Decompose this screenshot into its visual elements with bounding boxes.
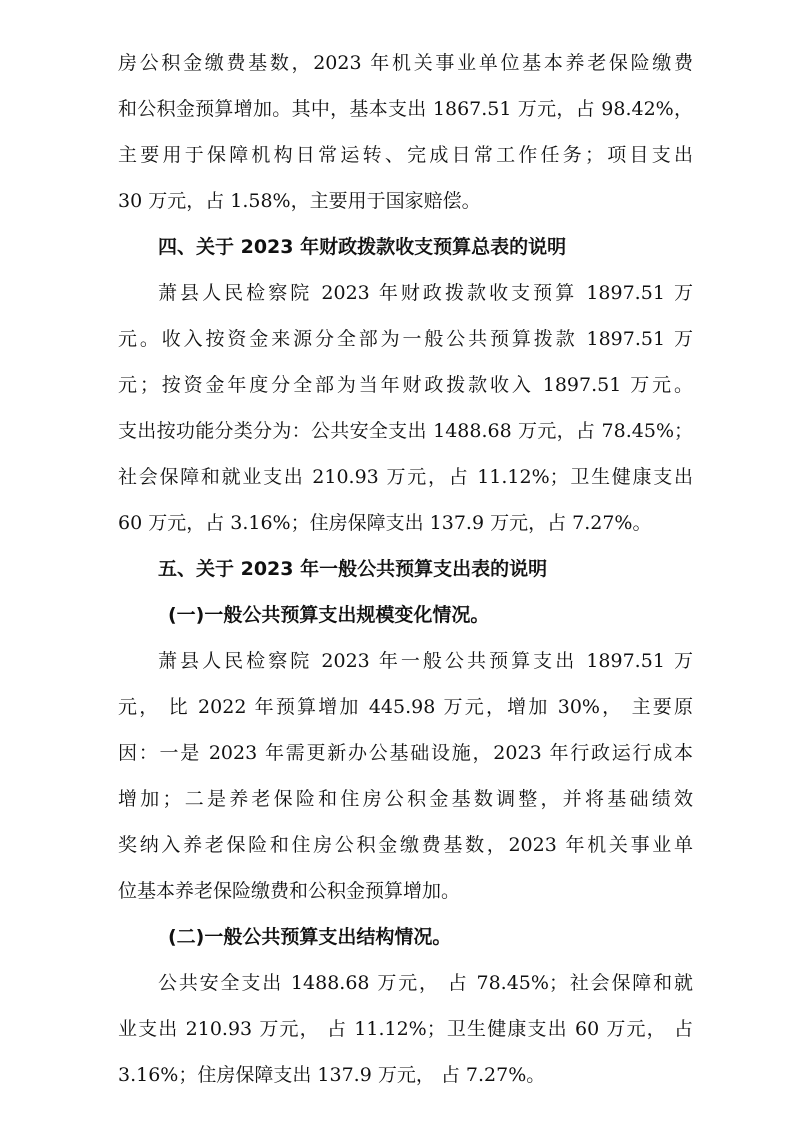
paragraph-line: 房公积金缴费基数，2023 年机关事业单位基本养老保险缴费 — [118, 52, 693, 74]
paragraph-line: 元， 比 2022 年预算增加 445.98 万元，增加 30%， 主要原 — [118, 696, 693, 718]
section-heading-5: 五、关于 2023 年一般公共预算支出表的说明 — [158, 558, 548, 580]
paragraph-line: 元；按资金年度分全部为当年财政拨款收入 1897.51 万元。 — [118, 374, 693, 396]
paragraph-line: 增加；二是养老保险和住房公积金基数调整，并将基础绩效 — [118, 788, 693, 810]
paragraph-line: 奖纳入养老保险和住房公积金缴费基数，2023 年机关事业单 — [118, 834, 693, 856]
paragraph-line: 公共安全支出 1488.68 万元， 占 78.45%；社会保障和就 — [158, 972, 693, 994]
paragraph-line: 业支出 210.93 万元， 占 11.12%；卫生健康支出 60 万元， 占 — [118, 1018, 693, 1040]
paragraph-line: 位基本养老保险缴费和公积金预算增加。 — [118, 880, 461, 902]
paragraph-line: 3.16%；住房保障支出 137.9 万元， 占 7.27%。 — [118, 1064, 546, 1086]
paragraph-line: 主要用于保障机构日常运转、完成日常工作任务；项目支出 — [118, 144, 693, 166]
paragraph-line: 萧县人民检察院 2023 年财政拨款收支预算 1897.51 万 — [158, 282, 693, 304]
section-heading-4: 四、关于 2023 年财政拨款收支预算总表的说明 — [158, 236, 567, 258]
paragraph-line: 萧县人民检察院 2023 年一般公共预算支出 1897.51 万 — [158, 650, 693, 672]
paragraph-line: 30 万元，占 1.58%，主要用于国家赔偿。 — [118, 190, 481, 212]
paragraph-line: 元。收入按资金来源分全部为一般公共预算拨款 1897.51 万 — [118, 328, 693, 350]
paragraph-line: 60 万元，占 3.16%；住房保障支出 137.9 万元，占 7.27%。 — [118, 512, 652, 534]
paragraph-line: 支出按功能分类分为：公共安全支出 1488.68 万元，占 78.45%； — [118, 420, 693, 442]
paragraph-line: 社会保障和就业支出 210.93 万元，占 11.12%；卫生健康支出 — [118, 466, 693, 488]
paragraph-line: 和公积金预算增加。其中，基本支出 1867.51 万元，占 98.42%， — [118, 98, 693, 120]
subsection-heading-2: (二)一般公共预算支出结构情况。 — [168, 926, 452, 948]
paragraph-line: 因：一是 2023 年需更新办公基础设施，2023 年行政运行成本 — [118, 742, 693, 764]
subsection-heading-1: (一)一般公共预算支出规模变化情况。 — [168, 604, 490, 626]
